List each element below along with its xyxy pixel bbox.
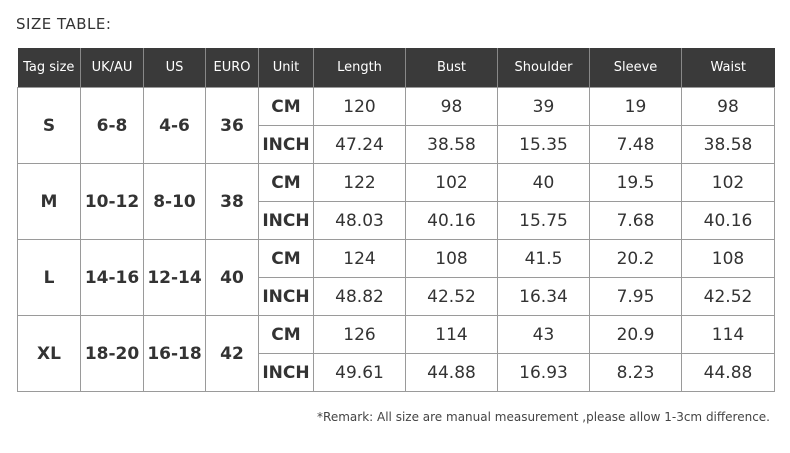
header-euro: EURO: [206, 48, 259, 88]
bust-cm-cell: 114: [406, 316, 498, 354]
table-row: [18, 88, 775, 126]
length-cm-cell: 120: [314, 88, 406, 126]
tag-size-cell: L: [18, 240, 81, 316]
unit-cm-cell: CM: [259, 240, 314, 278]
bust-inch-cell: 42.52: [406, 278, 498, 316]
bust-cm-cell: 108: [406, 240, 498, 278]
header-us: US: [144, 48, 206, 88]
waist-inch-cell: 40.16: [682, 202, 775, 240]
page-title: SIZE TABLE:: [16, 15, 112, 33]
tag-size-cell: S: [18, 88, 81, 164]
length-inch-cell: 48.03: [314, 202, 406, 240]
us-cell: 8-10: [144, 164, 206, 240]
euro-cell: 42: [206, 316, 259, 392]
remark-note: *Remark: All size are manual measurement ,please allow 1-3cm difference.: [317, 410, 770, 424]
tag-size-cell: M: [18, 164, 81, 240]
length-inch-cell: 47.24: [314, 126, 406, 164]
unit-inch-cell: INCH: [259, 354, 314, 392]
shoulder-inch-cell: 15.75: [498, 202, 590, 240]
waist-cm-cell: 114: [682, 316, 775, 354]
length-inch-cell: 48.82: [314, 278, 406, 316]
table-row: [18, 240, 775, 278]
header-row: [18, 48, 775, 88]
length-cm-cell: 122: [314, 164, 406, 202]
waist-cm-cell: 108: [682, 240, 775, 278]
length-inch-cell: 49.61: [314, 354, 406, 392]
sleeve-cm-cell: 19.5: [590, 164, 682, 202]
unit-cm-cell: CM: [259, 88, 314, 126]
shoulder-cm-cell: 43: [498, 316, 590, 354]
shoulder-inch-cell: 16.34: [498, 278, 590, 316]
unit-cm-cell: CM: [259, 316, 314, 354]
uk-au-cell: 14-16: [81, 240, 144, 316]
header-unit: Unit: [259, 48, 314, 88]
sleeve-cm-cell: 19: [590, 88, 682, 126]
uk-au-cell: 6-8: [81, 88, 144, 164]
us-cell: 12-14: [144, 240, 206, 316]
euro-cell: 36: [206, 88, 259, 164]
header-tag-size: Tag size: [18, 48, 81, 88]
table-row: [18, 316, 775, 354]
waist-inch-cell: 42.52: [682, 278, 775, 316]
header-sleeve: Sleeve: [590, 48, 682, 88]
sleeve-inch-cell: 7.95: [590, 278, 682, 316]
shoulder-cm-cell: 41.5: [498, 240, 590, 278]
sleeve-inch-cell: 7.68: [590, 202, 682, 240]
table-row: [18, 164, 775, 202]
uk-au-cell: 10-12: [81, 164, 144, 240]
waist-inch-cell: 44.88: [682, 354, 775, 392]
bust-cm-cell: 102: [406, 164, 498, 202]
unit-cm-cell: CM: [259, 164, 314, 202]
header-length: Length: [314, 48, 406, 88]
bust-inch-cell: 38.58: [406, 126, 498, 164]
length-cm-cell: 126: [314, 316, 406, 354]
header-bust: Bust: [406, 48, 498, 88]
length-cm-cell: 124: [314, 240, 406, 278]
header-waist: Waist: [682, 48, 775, 88]
euro-cell: 38: [206, 164, 259, 240]
bust-cm-cell: 98: [406, 88, 498, 126]
shoulder-cm-cell: 39: [498, 88, 590, 126]
unit-inch-cell: INCH: [259, 278, 314, 316]
shoulder-inch-cell: 16.93: [498, 354, 590, 392]
us-cell: 4-6: [144, 88, 206, 164]
shoulder-cm-cell: 40: [498, 164, 590, 202]
tag-size-cell: XL: [18, 316, 81, 392]
uk-au-cell: 18-20: [81, 316, 144, 392]
bust-inch-cell: 40.16: [406, 202, 498, 240]
waist-cm-cell: 98: [682, 88, 775, 126]
euro-cell: 40: [206, 240, 259, 316]
us-cell: 16-18: [144, 316, 206, 392]
sleeve-cm-cell: 20.9: [590, 316, 682, 354]
size-table: [17, 48, 775, 392]
shoulder-inch-cell: 15.35: [498, 126, 590, 164]
header-uk-au: UK/AU: [81, 48, 144, 88]
waist-inch-cell: 38.58: [682, 126, 775, 164]
unit-inch-cell: INCH: [259, 202, 314, 240]
bust-inch-cell: 44.88: [406, 354, 498, 392]
sleeve-cm-cell: 20.2: [590, 240, 682, 278]
sleeve-inch-cell: 8.23: [590, 354, 682, 392]
waist-cm-cell: 102: [682, 164, 775, 202]
unit-inch-cell: INCH: [259, 126, 314, 164]
header-shoulder: Shoulder: [498, 48, 590, 88]
sleeve-inch-cell: 7.48: [590, 126, 682, 164]
